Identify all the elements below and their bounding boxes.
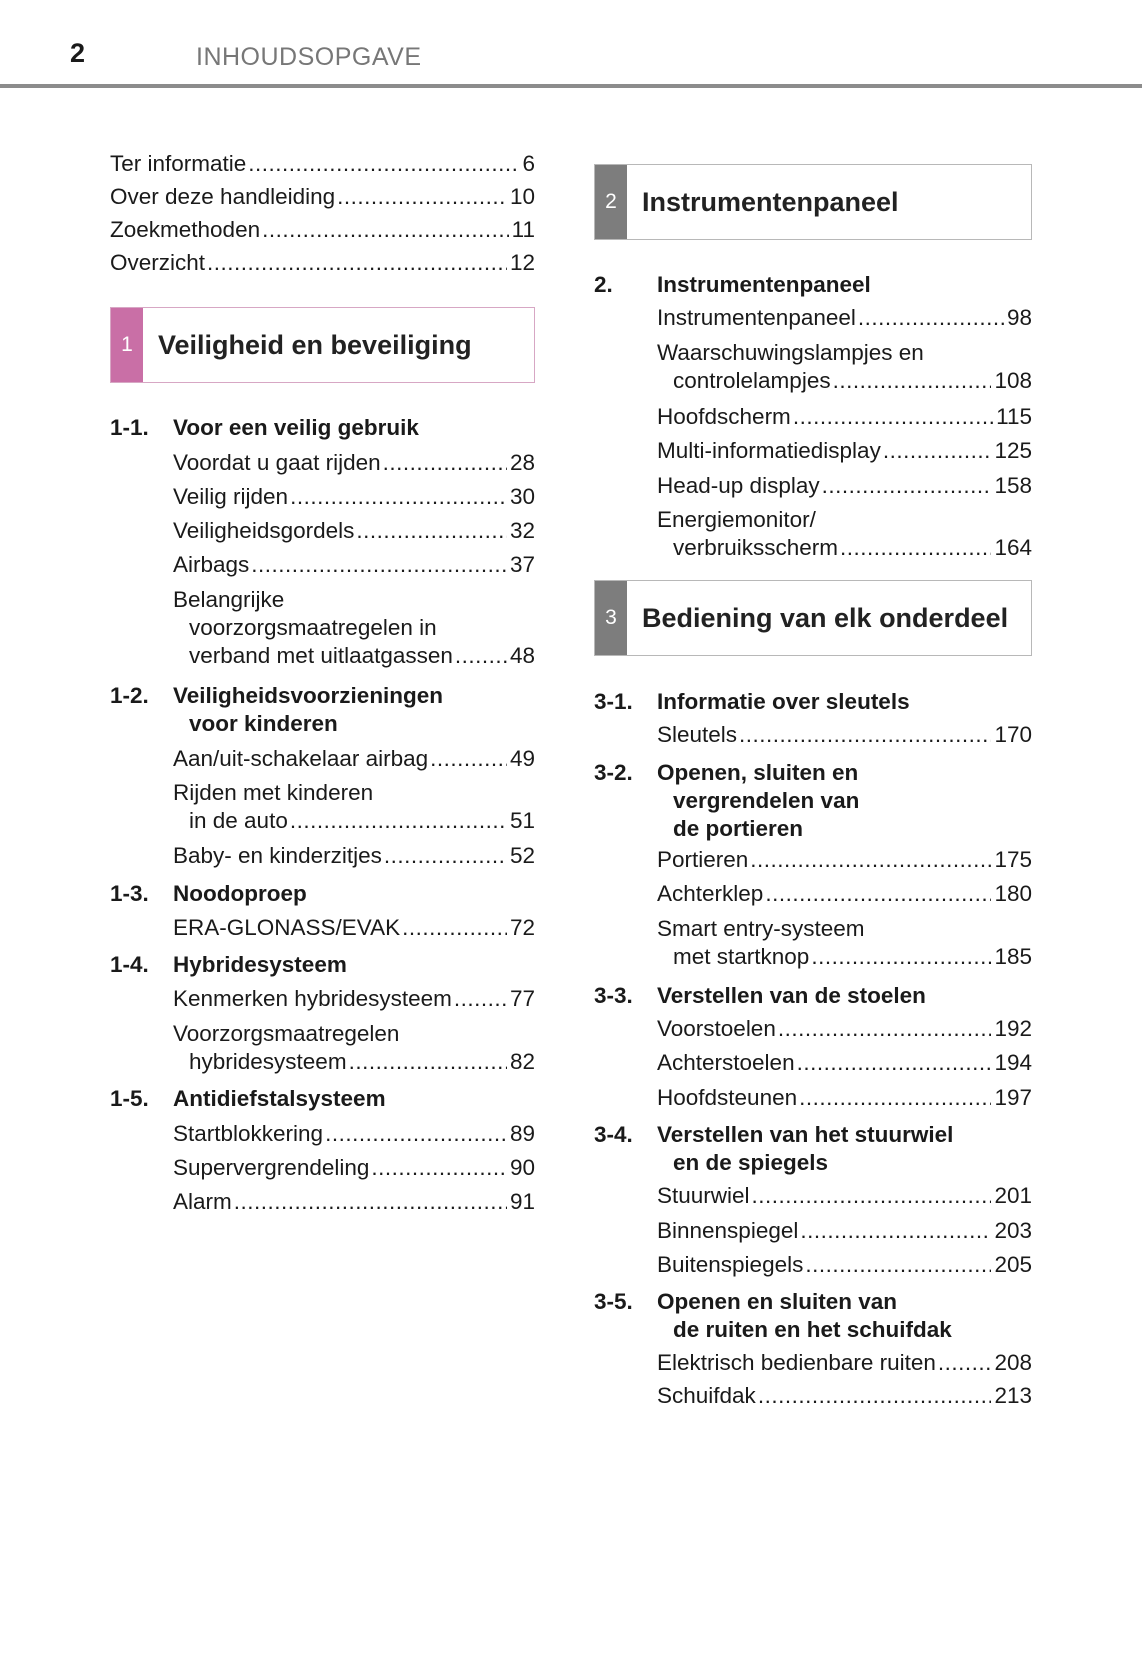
section-number: 3-3. <box>594 983 633 1008</box>
toc-entry-page: 52 <box>509 843 535 868</box>
section-title-line: Openen en sluiten van <box>657 1289 898 1314</box>
toc-entry[interactable] <box>657 846 1032 874</box>
dot-leader <box>325 1120 507 1148</box>
chapter-banner-1[interactable] <box>110 307 535 383</box>
toc-entry[interactable] <box>173 745 535 773</box>
toc-entry-label: Baby- en kinderzitjes <box>173 843 382 868</box>
toc-entry[interactable] <box>173 449 535 477</box>
section-title[interactable] <box>657 1288 952 1344</box>
toc-entry[interactable] <box>173 985 535 1013</box>
section-number: 1-5. <box>110 1086 149 1111</box>
dot-leader <box>833 367 992 395</box>
dot-leader <box>822 472 992 500</box>
toc-entry-label: Voorstoelen <box>657 1016 776 1041</box>
toc-entry-label-continued: voorzorgsmaatregelen in <box>189 615 437 640</box>
toc-entry-page: 30 <box>509 484 535 509</box>
dot-leader <box>938 1349 992 1377</box>
toc-entry-label: Veiligheidsgordels <box>173 518 355 543</box>
dot-leader <box>455 642 507 670</box>
dot-leader <box>858 304 1004 332</box>
dot-leader <box>765 880 991 908</box>
toc-entry-label-continued: verband met uitlaatgassen <box>189 643 453 668</box>
toc-entry-label: Waarschuwingslampjes en <box>657 340 924 365</box>
toc-entry-page: 28 <box>509 450 535 475</box>
toc-entry[interactable] <box>173 1120 535 1148</box>
toc-entry-label: Veilig rijden <box>173 484 289 509</box>
page-number: 2 <box>70 38 86 68</box>
toc-entry-page: 170 <box>994 722 1032 747</box>
toc-entry[interactable] <box>657 1349 1032 1377</box>
section-title[interactable]: Verstellen van de stoelen <box>657 983 926 1008</box>
dot-leader <box>349 1048 507 1076</box>
section-title[interactable]: Antidiefstalsysteem <box>173 1086 386 1111</box>
toc-entry-page: 164 <box>994 535 1032 560</box>
toc-entry-label: Energiemonitor/ <box>657 507 816 532</box>
dot-leader <box>262 216 509 244</box>
toc-entry-page: 82 <box>509 1049 535 1074</box>
dot-leader <box>805 1251 991 1279</box>
toc-entry-page: 12 <box>509 250 535 275</box>
toc-entry[interactable] <box>657 472 1032 500</box>
chapter-title: Bediening van elk onderdeel <box>642 602 1009 633</box>
section-title-line: Openen, sluiten en <box>657 760 859 785</box>
toc-entry-page: 108 <box>994 368 1032 393</box>
section-title[interactable]: Hybridesysteem <box>173 952 347 977</box>
toc-entry-page: 185 <box>994 944 1032 969</box>
toc-entry-ter-informatie[interactable] <box>110 150 535 178</box>
toc-entry-page: 197 <box>994 1085 1032 1110</box>
toc-entry-page: 49 <box>509 746 535 771</box>
section-number: 3-5. <box>594 1289 633 1314</box>
chapter-number-tab: 1 <box>111 308 143 382</box>
toc-entry-label: Sleutels <box>657 722 738 747</box>
dot-leader <box>356 517 507 545</box>
toc-entry-page: 192 <box>994 1016 1032 1041</box>
toc-entry-page: 72 <box>509 915 535 940</box>
dot-leader <box>752 1182 992 1210</box>
toc-entry-page: 51 <box>509 808 535 833</box>
dot-leader <box>840 534 991 562</box>
toc-entry[interactable] <box>173 586 535 670</box>
toc-entry-label-continued: hybridesysteem <box>189 1049 347 1074</box>
section-number: 1-2. <box>110 683 149 708</box>
toc-entry[interactable] <box>173 483 535 511</box>
toc-entry-page: 77 <box>509 986 535 1011</box>
chapter-title: Veiligheid en beveiliging <box>158 329 472 360</box>
chapter-number-tab: 2 <box>595 165 627 239</box>
dot-leader <box>234 1188 507 1216</box>
dot-leader <box>799 1084 991 1112</box>
toc-entry-label: Ter informatie <box>110 151 247 176</box>
toc-entry-label: Alarm <box>173 1189 232 1214</box>
section-title-line: voor kinderen <box>189 711 338 736</box>
toc-entry-label-continued: in de auto <box>189 808 288 833</box>
toc-entry-page: 37 <box>509 552 535 577</box>
chapter-number-tab: 3 <box>595 581 627 655</box>
dot-leader <box>207 249 507 277</box>
toc-entry-page: 208 <box>994 1350 1032 1375</box>
toc-entry-page: 6 <box>522 151 535 176</box>
toc-entry[interactable] <box>657 1382 1032 1410</box>
section-title[interactable]: Informatie over sleutels <box>657 689 910 714</box>
toc-entry[interactable] <box>657 304 1032 332</box>
toc-entry-page: 180 <box>994 881 1032 906</box>
toc-entry-label: Multi-informatiedisplay <box>657 438 881 463</box>
toc-entry-page: 10 <box>509 184 535 209</box>
toc-entry-label: Belangrijke <box>173 587 285 612</box>
toc-entry-label: Hoofdscherm <box>657 404 791 429</box>
toc-entry-label: Smart entry-systeem <box>657 916 865 941</box>
dot-leader <box>337 183 507 211</box>
toc-entry-label: Startblokkering <box>173 1121 324 1146</box>
toc-entry-page: 98 <box>1006 305 1032 330</box>
toc-entry[interactable] <box>657 1084 1032 1112</box>
toc-entry-page: 125 <box>994 438 1032 463</box>
chapter-banner-2[interactable] <box>594 164 1032 240</box>
toc-entry-label: ERA-GLONASS/EVAK <box>173 915 401 940</box>
section-number: 3-2. <box>594 760 633 785</box>
toc-entry-page: 175 <box>994 847 1032 872</box>
toc-entry-overzicht[interactable] <box>110 249 535 277</box>
toc-entry-label: Head-up display <box>657 473 820 498</box>
toc-entry-label: Airbags <box>173 552 250 577</box>
toc-entry-label: Portieren <box>657 847 749 872</box>
section-number: 1-1. <box>110 415 149 440</box>
toc-entry-label: Over deze handleiding <box>110 184 336 209</box>
toc-entry[interactable] <box>657 403 1032 431</box>
toc-entry-page: 91 <box>509 1189 535 1214</box>
chapter-banner-3[interactable] <box>594 580 1032 656</box>
section-number: 1-4. <box>110 952 149 977</box>
toc-entry[interactable] <box>173 1154 535 1182</box>
toc-entry-label-continued: verbruiksscherm <box>673 535 839 560</box>
toc-entry-page: 205 <box>994 1252 1032 1277</box>
dot-leader <box>750 846 991 874</box>
toc-entry[interactable] <box>657 339 1032 395</box>
section-title-line: vergrendelen van <box>673 788 860 813</box>
dot-leader <box>778 1015 992 1043</box>
toc-entry[interactable] <box>657 1217 1032 1245</box>
toc-entry-label: Overzicht <box>110 250 206 275</box>
toc-entry-label: Zoekmethoden <box>110 217 261 242</box>
section-title-line: en de spiegels <box>673 1150 829 1175</box>
section-title-line: de portieren <box>673 816 804 841</box>
section-title-line: Verstellen van het stuurwiel <box>657 1122 954 1147</box>
section-title[interactable]: Noodoproep <box>173 881 307 906</box>
section-number: 3-4. <box>594 1122 633 1147</box>
toc-entry-page: 213 <box>994 1383 1032 1408</box>
section-title[interactable]: Instrumentenpaneel <box>657 272 871 297</box>
toc-entry[interactable] <box>657 1251 1032 1279</box>
section-title-line: Veiligheidsvoorzieningen <box>173 683 444 708</box>
toc-entry-label-continued: controlelampjes <box>673 368 831 393</box>
toc-entry[interactable] <box>173 517 535 545</box>
dot-leader <box>290 483 507 511</box>
dot-leader <box>248 150 519 178</box>
toc-entry-label: Rijden met kinderen <box>173 780 374 805</box>
toc-entry-page: 201 <box>994 1183 1032 1208</box>
section-title-line: de ruiten en het schuifdak <box>673 1317 952 1342</box>
toc-entry[interactable] <box>173 779 535 835</box>
toc-entry[interactable] <box>657 1182 1032 1210</box>
toc-entry-page: 48 <box>509 643 535 668</box>
toc-entry-page: 90 <box>509 1155 535 1180</box>
toc-entry-label: Achterstoelen <box>657 1050 795 1075</box>
toc-entry-label: Instrumentenpaneel <box>657 305 856 330</box>
toc-entry[interactable] <box>173 914 535 942</box>
dot-leader <box>793 403 993 431</box>
dot-leader <box>883 437 992 465</box>
toc-entry-page: 11 <box>511 217 535 242</box>
dot-leader <box>384 842 507 870</box>
toc-entry-label: Kenmerken hybridesysteem <box>173 986 452 1011</box>
toc-entry-page: 115 <box>996 404 1032 429</box>
toc-entry-label: Voordat u gaat rijden <box>173 450 381 475</box>
section-title[interactable] <box>173 682 443 738</box>
toc-entry[interactable] <box>657 880 1032 908</box>
toc-entry-label: Elektrisch bedienbare ruiten <box>657 1350 936 1375</box>
dot-leader <box>402 914 507 942</box>
section-title[interactable] <box>657 1121 953 1177</box>
toc-entry[interactable] <box>173 551 535 579</box>
toc-entry[interactable] <box>657 915 1032 971</box>
toc-entry-page: 89 <box>509 1121 535 1146</box>
dot-leader <box>811 943 991 971</box>
toc-entry-label: Supervergrendeling <box>173 1155 370 1180</box>
toc-entry-page: 194 <box>994 1050 1032 1075</box>
dot-leader <box>290 807 507 835</box>
toc-entry-label: Voorzorgsmaatregelen <box>173 1021 400 1046</box>
header-rule <box>0 84 1142 88</box>
toc-entry[interactable] <box>657 437 1032 465</box>
toc-entry-label-continued: met startknop <box>673 944 810 969</box>
toc-entry-page: 32 <box>509 518 535 543</box>
section-title[interactable] <box>657 759 859 843</box>
dot-leader <box>454 985 507 1013</box>
toc-entry[interactable] <box>657 506 1032 562</box>
dot-leader <box>371 1154 507 1182</box>
dot-leader <box>383 449 507 477</box>
toc-entry[interactable] <box>657 721 1032 749</box>
toc-entry-label: Buitenspiegels <box>657 1252 804 1277</box>
dot-leader <box>251 551 507 579</box>
toc-entry[interactable] <box>657 1049 1032 1077</box>
page-header-title: INHOUDSOPGAVE <box>196 43 422 71</box>
toc-entry[interactable] <box>173 1188 535 1216</box>
toc-entry-zoekmethoden[interactable] <box>110 216 535 244</box>
toc-entry-label: Hoofdsteunen <box>657 1085 798 1110</box>
toc-entry-label: Schuifdak <box>657 1383 756 1408</box>
section-title[interactable]: Voor een veilig gebruik <box>173 415 419 440</box>
dot-leader <box>800 1217 991 1245</box>
dot-leader <box>430 745 507 773</box>
toc-entry[interactable] <box>173 1020 535 1076</box>
section-number: 3-1. <box>594 689 633 714</box>
section-number: 2. <box>594 272 613 297</box>
toc-entry-page: 158 <box>994 473 1032 498</box>
toc-entry[interactable] <box>173 842 535 870</box>
toc-entry-label: Aan/uit-schakelaar airbag <box>173 746 429 771</box>
dot-leader <box>797 1049 992 1077</box>
toc-entry-label: Stuurwiel <box>657 1183 750 1208</box>
chapter-title: Instrumentenpaneel <box>642 186 899 217</box>
dot-leader <box>739 721 991 749</box>
toc-entry[interactable] <box>657 1015 1032 1043</box>
toc-entry-label: Achterklep <box>657 881 764 906</box>
toc-entry-over-deze-handleiding[interactable] <box>110 183 535 211</box>
toc-entry-label: Binnenspiegel <box>657 1218 799 1243</box>
toc-entry-page: 203 <box>994 1218 1032 1243</box>
dot-leader <box>758 1382 992 1410</box>
section-number: 1-3. <box>110 881 149 906</box>
